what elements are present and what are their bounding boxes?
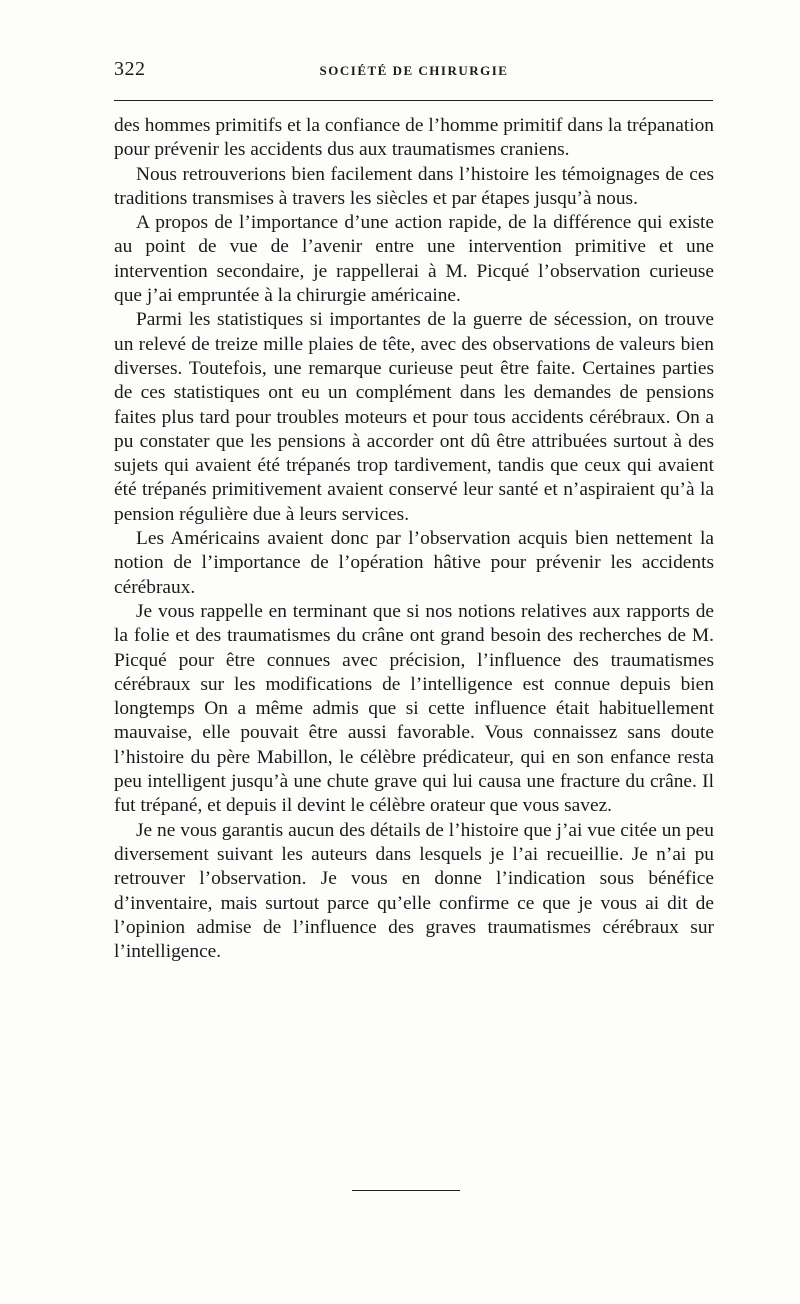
closing-rule (352, 1190, 460, 1191)
page-number: 322 (114, 58, 146, 80)
paragraph-statistics: Parmi les statistiques si importantes de la guerre de sécession, on trouve un relevé de treize mille plaies de tête, avec des observations de valeurs bien diverses. Toutefois, une remarque curieuse peut être faite. Certaines parties de ces statistiques ont eu un complément dans les demandes de pensions faites plus tard pour troubles moteurs et pour tous accidents cérébraux. On a pu constater que les pensions à accorder ont dû être attribuées surtout à des sujets qui avaient été trépanés trop tardivement, tandis que ceux qui avaient été trépanés primitivement avaient conservé leur santé et n’aspiraient qu’à la pension régulière due à leurs services. (114, 309, 714, 525)
running-head (114, 58, 714, 88)
paragraph-continuation: des hommes primitifs et la confiance de l’homme primitif dans la trépanation pour prévenir les accidents dus aux traumatismes craniens. (114, 115, 714, 161)
body-text (114, 114, 714, 964)
paragraph-intervention: A propos de l’importance d’une action rapide, de la différence qui existe au point de vue de l’avenir entre une intervention primitive et une intervention secondaire, je rappellerai à M. Picqué l’observation curieuse que j’ai empruntée à la chirurgie américaine. (114, 212, 714, 307)
paragraph-traditions: Nous retrouverions bien facilement dans l’histoire les témoignages de ces traditions transmises à travers les siècles et par étapes jusqu’à nous. (114, 163, 714, 209)
paragraph-conclusion: Je ne vous garantis aucun des détails de l’histoire que j’ai vue citée un peu diversement suivant les auteurs dans lesquels je l’ai recueillie. Je n’ai pu retrouver l’observation. Je vous en donne l’indication sous bénéfice d’inventaire, mais surtout parce qu’elle confirme ce que je vous ai dit de l’opinion admise de l’influence des graves traumatismes cérébraux sur l’intelligence. (114, 819, 714, 963)
paragraph-americains: Les Américains avaient donc par l’observation acquis bien nettement la notion de l’importance de l’opération hâtive pour prévenir les accidents cérébraux. (114, 528, 714, 598)
paragraph-mabillon: Je vous rappelle en terminant que si nos notions relatives aux rapports de la folie et des traumatismes du crâne ont grand besoin des recherches de M. Picqué pour être connues avec précision, l’influence des traumatismes cérébraux sur les modifications de l’intelligence est connue depuis bien longtemps On a même admis que si cette influence était habituellement mauvaise, elle pouvait être aussi favorable. Vous connaissez sans doute l’histoire du père Mabillon, le célèbre prédicateur, qui en son enfance resta peu intelligent jusqu’à une chute grave qui lui causa une fracture du crâne. Il fut trépané, et depuis il devint le célèbre orateur que vous savez. (114, 600, 714, 817)
header-rule (114, 100, 713, 101)
journal-title: SOCIÉTÉ DE CHIRURGIE (319, 63, 509, 78)
